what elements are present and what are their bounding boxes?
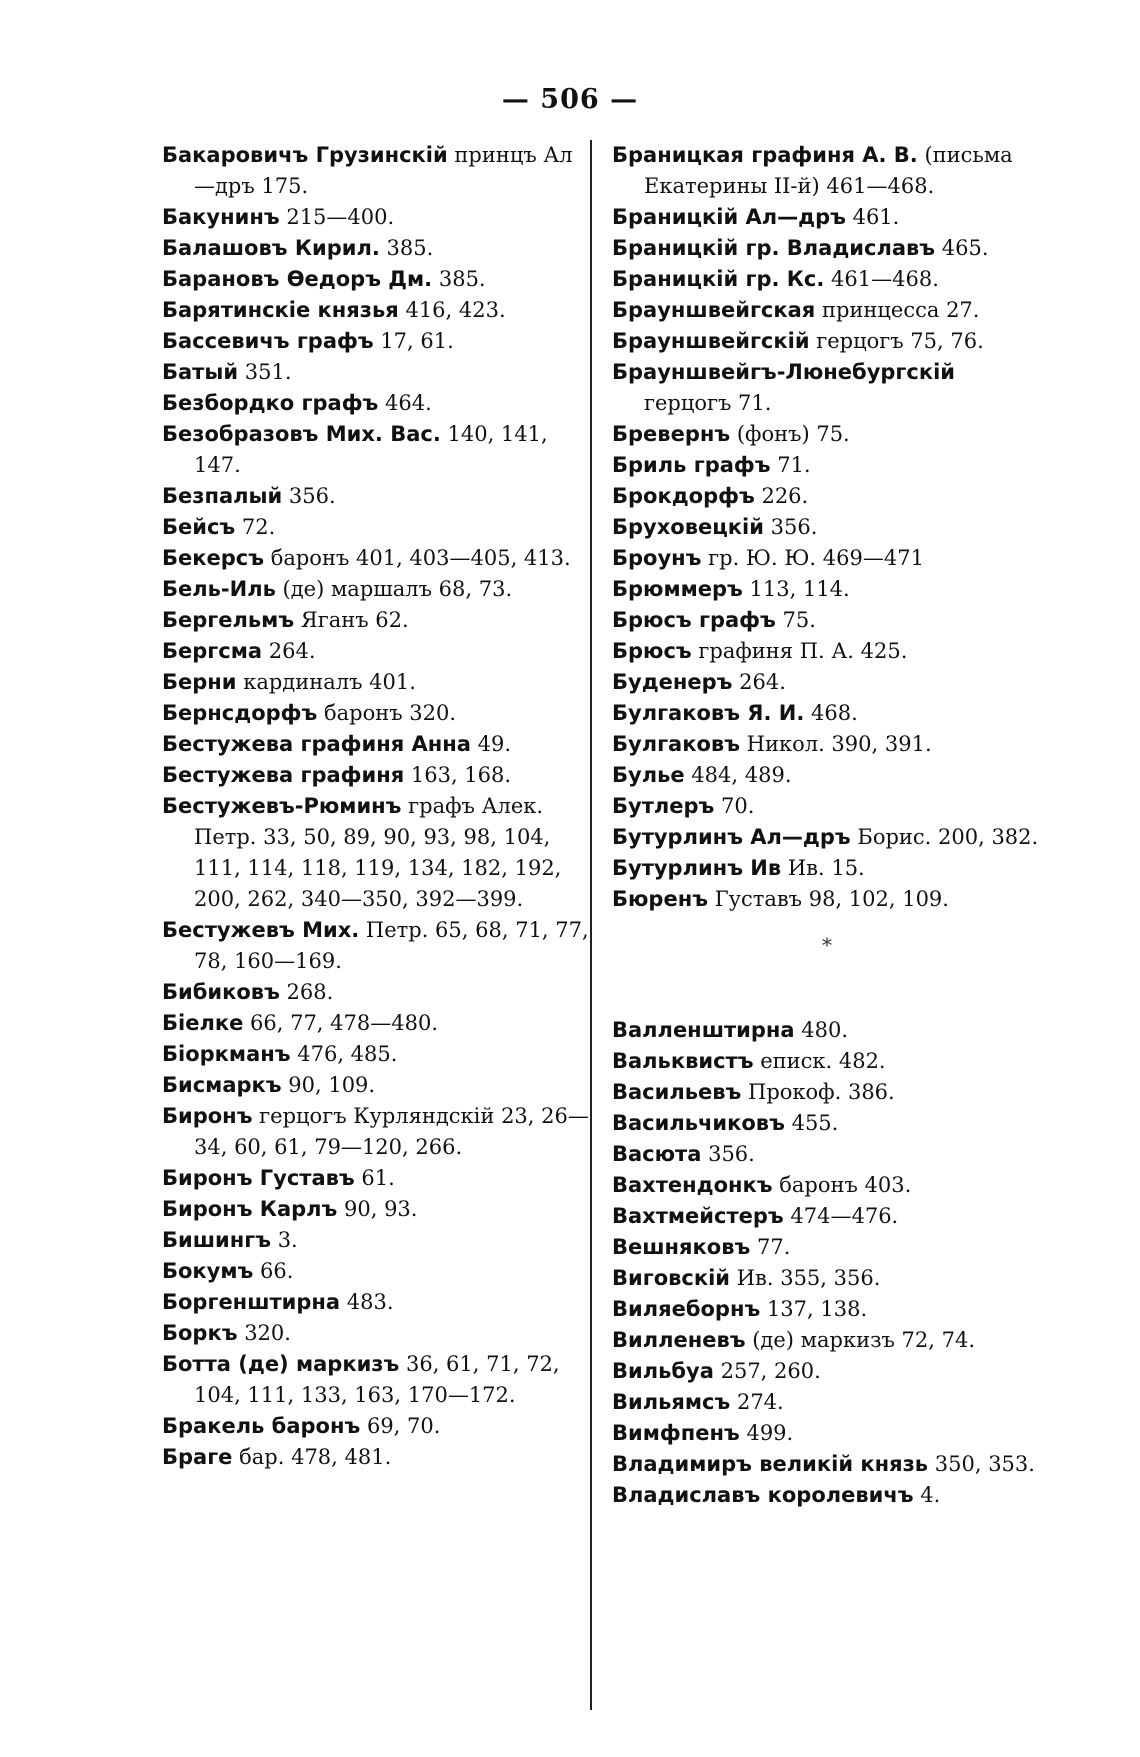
index-entry: [162, 1070, 592, 1101]
index-entry-references: 499.: [746, 1421, 794, 1445]
right-index-column: [612, 140, 1042, 1511]
index-entry-references: 468.: [810, 701, 858, 725]
index-entry-name: Берни: [162, 670, 237, 694]
index-entry: [612, 543, 1042, 574]
index-entry-references: 464.: [385, 391, 432, 415]
index-entry: [612, 822, 1042, 853]
index-entry-references: 264.: [739, 670, 786, 694]
index-entry-name: Браницкій Ал—дръ: [612, 205, 846, 229]
index-entry: [612, 605, 1042, 636]
index-entry: [162, 233, 592, 264]
index-entry-name: Бисмаркъ: [162, 1073, 282, 1097]
index-entry: [162, 1008, 592, 1039]
index-entry-references: 90, 93.: [344, 1197, 418, 1221]
index-entry-references: еписк. 482.: [760, 1049, 886, 1073]
index-entry: [612, 1356, 1042, 1387]
index-entry: [612, 481, 1042, 512]
index-entry-references: 61.: [361, 1166, 395, 1190]
index-entry: [612, 1418, 1042, 1449]
index-entry-references: 461—468.: [831, 267, 939, 291]
index-entry-name: Балашовъ Кирил.: [162, 236, 380, 260]
index-entry-name: Брокдорфъ: [612, 484, 755, 508]
index-entry: [612, 512, 1042, 543]
index-entry-name: Батый: [162, 360, 239, 384]
index-entry: [612, 884, 1042, 915]
index-entry: [612, 574, 1042, 605]
index-entry-name: Виляеборнъ: [612, 1297, 761, 1321]
index-entry-references: 77.: [756, 1235, 791, 1259]
index-entry-name: Брюсъ: [612, 639, 692, 663]
index-entry: [162, 698, 592, 729]
index-entry-references: 90, 109.: [288, 1073, 376, 1097]
index-entry-references: гр. Ю. Ю. 469—471: [708, 546, 924, 570]
index-entry: [162, 1101, 592, 1163]
index-entry-name: Бакунинъ: [162, 205, 280, 229]
index-entry-name: Васюта: [612, 1142, 702, 1166]
index-entry-name: Бутурлинъ Ив: [612, 856, 782, 880]
index-entry: [162, 636, 592, 667]
index-entry: [162, 667, 592, 698]
index-entry: [162, 264, 592, 295]
index-entry: [162, 729, 592, 760]
index-entry-references: Яганъ 62.: [300, 608, 409, 632]
index-entry: [612, 791, 1042, 822]
index-entry: [162, 357, 592, 388]
index-entry-references: 320.: [244, 1321, 291, 1345]
index-entry-references: Петр. 65, 68, 71, 77, 78, 160—169.: [194, 918, 589, 973]
index-entry: [612, 1325, 1042, 1356]
index-entry: [162, 1349, 592, 1411]
index-entry-references: 113, 114.: [749, 577, 850, 601]
index-entry-references: Борис. 200, 382.: [857, 825, 1039, 849]
index-entry-references: 4.: [920, 1483, 941, 1507]
index-entry-name: Брауншвейгъ-Люнебургскій: [612, 360, 956, 384]
index-entry-references: 416, 423.: [405, 298, 506, 322]
index-entry-name: Ботта (де) маркизъ: [162, 1352, 400, 1376]
left-index-column: [162, 140, 592, 1473]
index-entry-name: Бассевичъ графъ: [162, 329, 374, 353]
index-entry-references: Никол. 390, 391.: [746, 732, 932, 756]
index-entry-references: 215—400.: [286, 205, 395, 229]
index-entry-name: Браницкая графиня А. В.: [612, 143, 918, 167]
index-entry-name: Барановъ Өедоръ Дм.: [162, 267, 433, 291]
index-entry: [162, 543, 592, 574]
index-entry-name: Боркъ: [162, 1321, 238, 1345]
index-entry-name: Брюммеръ: [612, 577, 743, 601]
index-entry: [612, 326, 1042, 357]
index-entry: [612, 1170, 1042, 1201]
index-entry-name: Вильбуа: [612, 1359, 714, 1383]
index-entry: [162, 1318, 592, 1349]
index-entry-references: 351.: [244, 360, 292, 384]
index-entry-references: 71.: [777, 453, 811, 477]
index-section-v: [612, 1015, 1042, 1511]
index-entry-name: Бишингъ: [162, 1228, 271, 1252]
index-entry-references: 350, 353.: [934, 1452, 1035, 1476]
index-entry: [612, 1015, 1042, 1046]
index-entry-references: 385.: [386, 236, 434, 260]
index-entry-name: Біелке: [162, 1011, 244, 1035]
index-entry-name: Бокумъ: [162, 1259, 254, 1283]
index-entry-name: Бернсдорфъ: [162, 701, 318, 725]
index-entry-references: (де) маркизъ 72, 74.: [752, 1328, 976, 1352]
index-entry: [612, 667, 1042, 698]
index-entry-references: 480.: [801, 1018, 849, 1042]
index-entry-references: 66.: [260, 1259, 294, 1283]
index-entry-name: Брауншвейгская: [612, 298, 816, 322]
index-entry: [612, 1449, 1042, 1480]
index-entry-name: Барятинскіе князья: [162, 298, 399, 322]
index-entry-name: Биронъ Карлъ: [162, 1197, 338, 1221]
index-entry: [162, 574, 592, 605]
index-entry-name: Біоркманъ: [162, 1042, 291, 1066]
index-entry-name: Безпалый: [162, 484, 283, 508]
index-entry-references: 356.: [288, 484, 336, 508]
index-entry-name: Бергельмъ: [162, 608, 295, 632]
index-entry-name: Булье: [612, 763, 685, 787]
index-entry-name: Бревернъ: [612, 422, 731, 446]
index-entry-name: Бейсъ: [162, 515, 236, 539]
index-entry-references: баронъ 401, 403—405, 413.: [270, 546, 571, 570]
index-entry-name: Бестужевъ Мих.: [162, 918, 360, 942]
index-entry-references: Ив. 15.: [787, 856, 865, 880]
index-entry-references: 72.: [241, 515, 276, 539]
index-entry-references: 461.: [852, 205, 900, 229]
index-entry-references: 226.: [761, 484, 809, 508]
index-entry-name: Бергсма: [162, 639, 263, 663]
index-entry-name: Вилленевъ: [612, 1328, 746, 1352]
index-entry-name: Бестужева графиня: [162, 763, 405, 787]
index-entry: [612, 698, 1042, 729]
index-entry: [162, 1163, 592, 1194]
index-entry-name: Буденеръ: [612, 670, 733, 694]
index-entry: [162, 760, 592, 791]
index-entry-references: 268.: [286, 980, 334, 1004]
index-entry: [162, 1287, 592, 1318]
index-entry: [162, 1442, 592, 1473]
index-entry: [162, 1225, 592, 1256]
index-entry-references: графъ Алек. Петр. 33, 50, 89, 90, 93, 98, 104, 111, 114, 118, 119, 134, 182, 192, 200, 262, 340—350, 392—399.: [194, 794, 562, 911]
index-entry-name: Вешняковъ: [612, 1235, 751, 1259]
index-entry-references: 66, 77, 478—480.: [250, 1011, 439, 1035]
index-entry: [612, 1077, 1042, 1108]
index-entry: [162, 1039, 592, 1070]
index-entry-references: 137, 138.: [766, 1297, 868, 1321]
index-entry: [612, 419, 1042, 450]
index-entry-name: Боргенштирна: [162, 1290, 341, 1314]
index-entry: [162, 512, 592, 543]
index-entry-name: Вахтмейстеръ: [612, 1204, 784, 1228]
index-entry-references: Ив. 355, 356.: [736, 1266, 881, 1290]
index-entry: [612, 264, 1042, 295]
page-number: — 506 —: [501, 84, 639, 115]
index-entry-references: 484, 489.: [691, 763, 792, 787]
index-entry-references: 483.: [346, 1290, 394, 1314]
index-entry-name: Вильямсъ: [612, 1390, 731, 1414]
index-entry-name: Владимиръ великій князь: [612, 1452, 929, 1476]
index-entry-name: Бруховецкій: [612, 515, 764, 539]
index-entry-references: 70.: [721, 794, 755, 818]
index-entry: [612, 1480, 1042, 1511]
index-entry-references: 264.: [268, 639, 316, 663]
index-entry: [612, 729, 1042, 760]
index-entry-name: Браге: [162, 1445, 233, 1469]
index-entry: [612, 357, 1042, 419]
index-entry: [612, 1263, 1042, 1294]
index-entry: [612, 450, 1042, 481]
index-entry-name: Брюсъ графъ: [612, 608, 776, 632]
index-entry: [162, 295, 592, 326]
index-entry-name: Броунъ: [612, 546, 702, 570]
index-entry: [612, 1201, 1042, 1232]
index-entry: [612, 295, 1042, 326]
index-entry-references: герцогъ 71.: [644, 391, 772, 415]
index-entry-references: 36, 61, 71, 72, 104, 111, 133, 163, 170—172.: [194, 1352, 560, 1407]
index-entry-name: Вальквистъ: [612, 1049, 754, 1073]
index-entry-references: герцогъ Курляндскій 23, 26—34, 60, 61, 79—120, 266.: [194, 1104, 589, 1159]
index-entry: [612, 1294, 1042, 1325]
index-entry: [162, 791, 592, 915]
index-entry-references: 465.: [941, 236, 989, 260]
index-entry-references: графиня П. А. 425.: [698, 639, 908, 663]
section-separator: *: [822, 933, 832, 957]
index-entry-references: 49.: [477, 732, 512, 756]
index-entry: [612, 1108, 1042, 1139]
index-entry-name: Бестужевъ-Рюминъ: [162, 794, 402, 818]
index-entry: [612, 202, 1042, 233]
index-entry: [162, 915, 592, 977]
index-section-b: [612, 140, 1042, 915]
index-entry-name: Бриль графъ: [612, 453, 771, 477]
index-entry-name: Булгаковъ: [612, 732, 740, 756]
index-entry-references: баронъ 403.: [779, 1173, 912, 1197]
index-entry-name: Браницкій гр. Кс.: [612, 267, 825, 291]
index-entry-references: 69, 70.: [366, 1414, 441, 1438]
index-entry-name: Булгаковъ Я. И.: [612, 701, 805, 725]
index-entry-name: Бракель баронъ: [162, 1414, 361, 1438]
index-entry-references: 356.: [708, 1142, 755, 1166]
index-entry-references: герцогъ 75, 76.: [816, 329, 984, 353]
index-entry: [162, 1194, 592, 1225]
index-entry: [612, 636, 1042, 667]
index-entry-references: принцъ Ал—дръ 175.: [194, 143, 573, 198]
index-entry: [162, 1411, 592, 1442]
index-entry-name: Васильчиковъ: [612, 1111, 785, 1135]
index-entry: [612, 853, 1042, 884]
index-entry-name: Бестужева графиня Анна: [162, 732, 471, 756]
index-entry-name: Валленштирна: [612, 1018, 795, 1042]
index-entry-name: Безобразовъ Мих. Вас.: [162, 422, 441, 446]
index-entry: [612, 760, 1042, 791]
index-entry: [162, 326, 592, 357]
index-entry: [612, 1387, 1042, 1418]
index-entry-references: 17, 61.: [380, 329, 454, 353]
index-entry-references: 140, 141, 147.: [194, 422, 548, 477]
index-entry-references: баронъ 320.: [323, 701, 457, 725]
index-entry-references: Прокоф. 386.: [748, 1080, 895, 1104]
index-entry-name: Владиславъ королевичъ: [612, 1483, 914, 1507]
index-entry: [162, 977, 592, 1008]
index-entry: [162, 202, 592, 233]
index-entry-references: кардиналъ 401.: [243, 670, 416, 694]
index-entry-references: Густавъ 98, 102, 109.: [714, 887, 949, 911]
index-entry-name: Виговскій: [612, 1266, 731, 1290]
index-entry-references: бар. 478, 481.: [239, 1445, 392, 1469]
index-entry-references: (фонъ) 75.: [736, 422, 850, 446]
index-entry-references: 455.: [791, 1111, 839, 1135]
index-entry-references: (де) маршалъ 68, 73.: [282, 577, 513, 601]
index-entry: [162, 140, 592, 202]
index-entry-references: 476, 485.: [297, 1042, 398, 1066]
index-entry-name: Брауншвейгскій: [612, 329, 810, 353]
index-entry-references: принцесса 27.: [821, 298, 980, 322]
index-entry-name: Бибиковъ: [162, 980, 280, 1004]
index-entry-name: Вахтендонкъ: [612, 1173, 773, 1197]
index-entry-name: Браницкій гр. Владиславъ: [612, 236, 936, 260]
index-entry-name: Бакаровичъ Грузинскій: [162, 143, 448, 167]
index-entry: [162, 388, 592, 419]
index-entry-name: Бутурлинъ Ал—дръ: [612, 825, 851, 849]
index-entry-references: 356.: [770, 515, 818, 539]
index-entry-name: Бель-Иль: [162, 577, 276, 601]
index-entry-name: Бутлеръ: [612, 794, 715, 818]
index-entry: [612, 233, 1042, 264]
index-entry-references: 257, 260.: [720, 1359, 821, 1383]
index-entry-name: Вимфпенъ: [612, 1421, 740, 1445]
index-entry-name: Васильевъ: [612, 1080, 742, 1104]
index-entry-references: 474—476.: [790, 1204, 899, 1228]
index-entry: [612, 1232, 1042, 1263]
index-entry-name: Безбордко графъ: [162, 391, 379, 415]
index-entry-references: 385.: [438, 267, 486, 291]
index-entry-references: 3.: [277, 1228, 298, 1252]
index-entry-name: Бекерсъ: [162, 546, 265, 570]
index-entry: [162, 605, 592, 636]
index-entry: [162, 419, 592, 481]
index-entry-references: 75.: [782, 608, 816, 632]
index-entry: [612, 1139, 1042, 1170]
index-entry-name: Биронъ: [162, 1104, 253, 1128]
index-entry: [162, 1256, 592, 1287]
index-entry-name: Биронъ Густавъ: [162, 1166, 355, 1190]
index-entry-name: Бюренъ: [612, 887, 708, 911]
index-entry-references: 163, 168.: [410, 763, 512, 787]
index-entry-references: 274.: [736, 1390, 784, 1414]
index-entry: [612, 1046, 1042, 1077]
index-entry-references: (письма Екатерины II-й) 461—468.: [644, 143, 1013, 198]
index-entry: [162, 481, 592, 512]
index-entry: [612, 140, 1042, 202]
